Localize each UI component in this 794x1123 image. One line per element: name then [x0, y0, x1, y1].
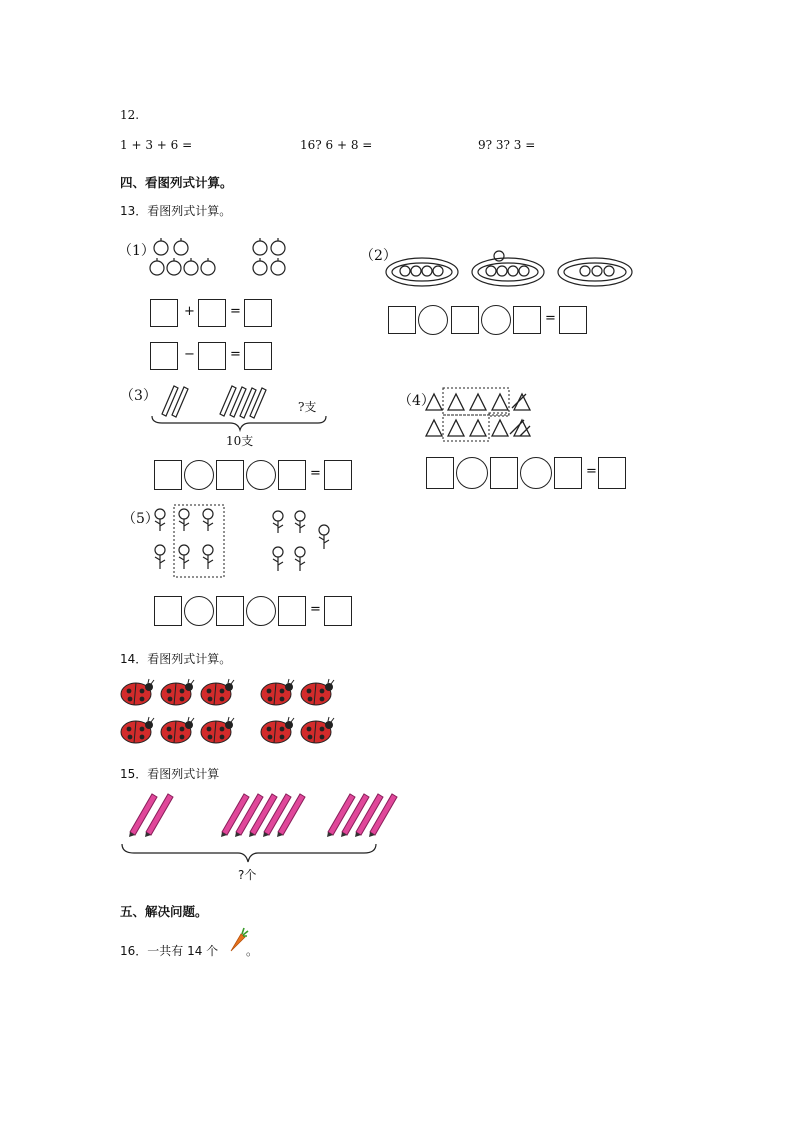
- p1-answer-box-6[interactable]: [244, 342, 272, 370]
- p1-plus-sign: +: [184, 304, 195, 319]
- p3-unknown-label: ?支: [298, 400, 317, 414]
- q15-pencils: [124, 792, 394, 842]
- p2-answer-box-1[interactable]: [388, 306, 416, 334]
- p2-equals-sign: =: [545, 311, 556, 326]
- p3-answer-box-2[interactable]: [216, 460, 244, 490]
- p3-label: （3）: [120, 388, 157, 404]
- p1-answer-box-3[interactable]: [244, 299, 272, 327]
- p2-plates-with-apples: [385, 244, 640, 294]
- p3-total-label: 10支: [226, 434, 254, 448]
- p2-operator-circle-1[interactable]: [418, 305, 448, 335]
- q15-title: 15．看图列式计算: [120, 767, 220, 781]
- q16-text: 16．一共有 14 个: [120, 944, 219, 958]
- p3-answer-box-4[interactable]: [324, 460, 352, 490]
- p4-answer-box-4[interactable]: [598, 457, 626, 489]
- p5-label: （5）: [122, 511, 159, 527]
- p3-equals-sign: =: [310, 466, 321, 481]
- q14-title: 14．看图列式计算。: [120, 652, 232, 666]
- p1-answer-box-2[interactable]: [198, 299, 226, 327]
- p4-operator-circle-2[interactable]: [520, 457, 552, 489]
- q12-expr-1: 1 + 3 + 6 =: [120, 138, 193, 152]
- p3-answer-box-3[interactable]: [278, 460, 306, 490]
- p2-answer-box-2[interactable]: [451, 306, 479, 334]
- p1-label: （1）: [118, 243, 155, 259]
- p4-equals-sign: =: [586, 464, 597, 479]
- p5-answer-box-3[interactable]: [278, 596, 306, 626]
- p5-flowers-left: [148, 502, 228, 582]
- p1-answer-box-4[interactable]: [150, 342, 178, 370]
- p1-apples-left: [148, 236, 228, 286]
- q15-brace: [120, 842, 380, 864]
- p4-answer-box-3[interactable]: [554, 457, 582, 489]
- p2-label: （2）: [360, 248, 397, 264]
- section-4-title: 四、看图列式计算。: [120, 175, 233, 190]
- p5-operator-circle-2[interactable]: [246, 596, 276, 626]
- p3-answer-box-1[interactable]: [154, 460, 182, 490]
- p3-brace: [150, 414, 330, 432]
- p4-answer-box-2[interactable]: [490, 457, 518, 489]
- carrot-icon: [228, 926, 248, 954]
- q12-expr-3: 9? 3? 3 =: [478, 138, 536, 152]
- section-5-title: 五、解决问题。: [120, 904, 208, 919]
- p2-answer-box-4[interactable]: [559, 306, 587, 334]
- p1-apples-right: [250, 236, 300, 286]
- p5-answer-box-4[interactable]: [324, 596, 352, 626]
- p5-flowers-right: [268, 502, 348, 582]
- ladybugs: [118, 676, 348, 751]
- q16-end-punct: 。: [246, 944, 259, 958]
- p3-operator-circle-2[interactable]: [246, 460, 276, 490]
- p1-minus-sign: −: [184, 347, 195, 362]
- q12-expr-2: 16? 6 + 8 =: [300, 138, 373, 152]
- p3-operator-circle-1[interactable]: [184, 460, 214, 490]
- p4-answer-box-1[interactable]: [426, 457, 454, 489]
- q13-title: 13．看图列式计算。: [120, 204, 232, 218]
- p4-triangles: [424, 386, 544, 446]
- p5-answer-box-1[interactable]: [154, 596, 182, 626]
- q15-total-label: ?个: [238, 868, 257, 882]
- p5-answer-box-2[interactable]: [216, 596, 244, 626]
- p5-equals-sign: =: [310, 602, 321, 617]
- p4-operator-circle-1[interactable]: [456, 457, 488, 489]
- p2-answer-box-3[interactable]: [513, 306, 541, 334]
- q12-number: 12.: [120, 108, 140, 122]
- p1-answer-box-1[interactable]: [150, 299, 178, 327]
- p4-label: （4）: [398, 393, 435, 409]
- p5-operator-circle-1[interactable]: [184, 596, 214, 626]
- p2-operator-circle-2[interactable]: [481, 305, 511, 335]
- p1-equals-sign-2: =: [230, 347, 241, 362]
- p1-answer-box-5[interactable]: [198, 342, 226, 370]
- p1-equals-sign-1: =: [230, 304, 241, 319]
